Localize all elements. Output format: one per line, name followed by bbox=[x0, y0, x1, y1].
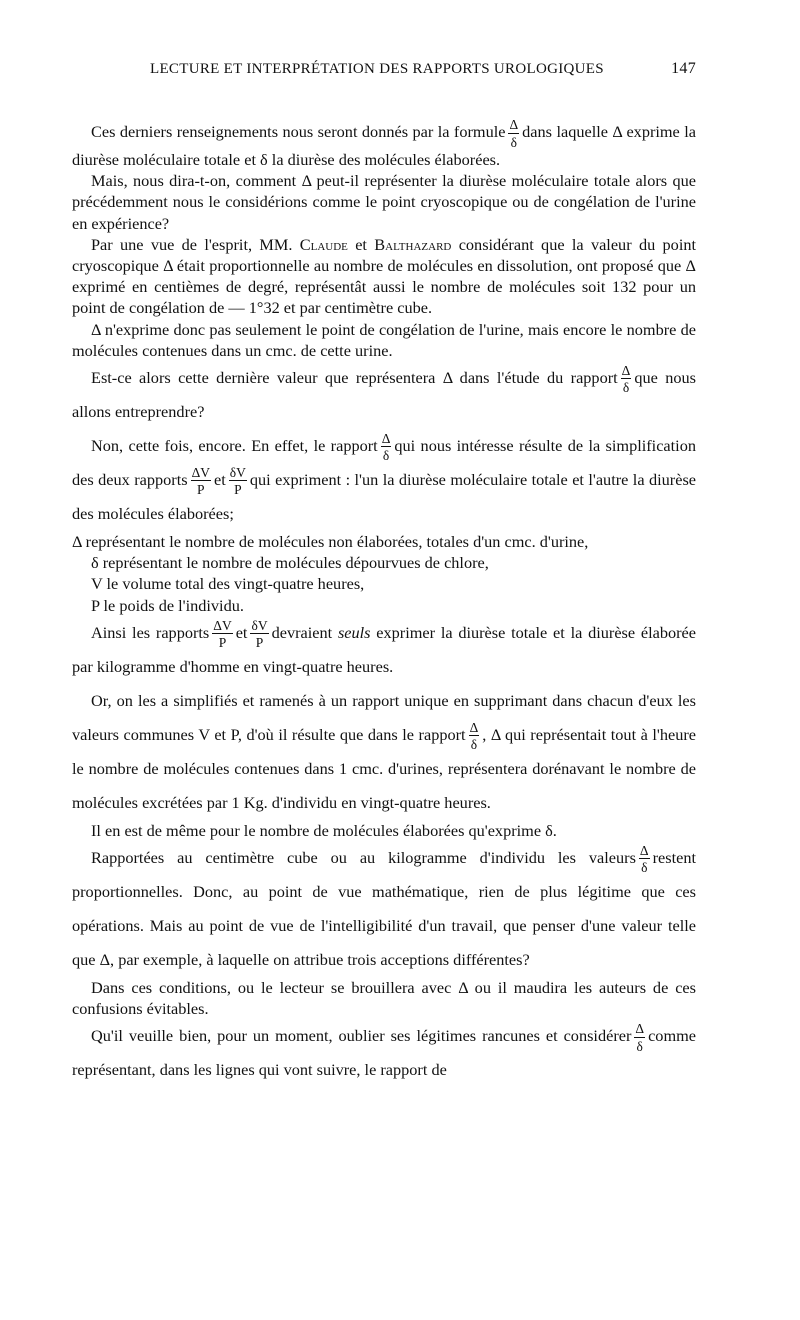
author-name: Claude bbox=[299, 234, 348, 254]
paragraph-same: Il en est de même pour le nombre de molécules élaborées qu'exprime δ. bbox=[91, 820, 557, 840]
fraction-delta-over-delta: $\frac{\Delta}{\delta}$ bbox=[381, 430, 391, 464]
definition-line: Δ représentant le nombre de molécules non élaborées, totales d'un cmc. d'urine, bbox=[72, 532, 589, 552]
fraction-delta-over-delta: $\frac{\Delta}{\delta}$ bbox=[639, 842, 649, 876]
page-header bbox=[72, 60, 696, 90]
paragraph-conditions: Dans ces conditions, ou le lecteur se brouillera avec Δ ou il maudira les auteurs de ces confusions évitables. bbox=[72, 978, 696, 1019]
fraction-delta-over-delta: $\frac{\Delta}{\delta}$ bbox=[635, 1021, 645, 1054]
paragraph-formula-intro: Ces derniers renseignements nous seront donnés par la formule $\frac{\Delta}{\delta}$ dans laquelle Δ exprime la diurèse moléculaire totale et δ la diurèse des molécules élaborées. bbox=[72, 117, 696, 169]
fraction-delta-over-delta: $\frac{\Delta}{\delta}$ bbox=[621, 362, 631, 396]
paragraph-proportional: Rapportées au centimètre cube ou au kilogramme d'individu les valeurs $\frac{\Delta}{\delta}$ restent proportionnelles. Donc, au point de vue mathématique, rien de plus légitime que ces opérations. Mais au point de vue de l'intelligibilité d'un travail, que penser d'une valeur telle que Δ, par exemple, à laquelle on attribue trois acceptions différentes? bbox=[72, 842, 696, 970]
book-page bbox=[72, 60, 696, 1087]
paragraph-delta-meaning: Δ n'exprime donc pas seulement le point de congélation de l'urine, mais encore le nombre de molécules contenues dans un cmc. de cette urine. bbox=[72, 319, 696, 360]
page-number: 147 bbox=[671, 60, 696, 77]
paragraph-final: Qu'il veuille bien, pour un moment, oublier ses légitimes rancunes et considérer $\frac{\Delta}{\delta}$ comme représentant, dans les lignes qui vont suivre, le rapport de bbox=[72, 1021, 696, 1080]
paragraph-objection: Mais, nous dira-t-on, comment Δ peut-il représenter la diurèse moléculaire totale alors que précédemment nous le considérions comme le point cryoscopique ou de congélation de l'urine en expérience? bbox=[72, 171, 696, 233]
author-name: Balthazard bbox=[374, 234, 452, 254]
fraction-small-delta-v-over-p: $\frac{\delta V}{P}$ bbox=[229, 464, 246, 498]
fraction-delta-over-delta: $\frac{\Delta}{\delta}$ bbox=[469, 719, 479, 753]
definition-line: V le volume total des vingt-quatre heures, bbox=[91, 574, 365, 594]
definition-line: δ représentant le nombre de molécules dépourvues de chlore, bbox=[91, 553, 489, 573]
paragraph-simplification: Non, cette fois, encore. En effet, le rapport $\frac{\Delta}{\delta}$ qui nous intéresse résulte de la simplification des deux rapports $\frac{\Delta V}{P}$ et $\frac{\delta V}{P}$ qui expriment : l'un la diurèse moléculaire totale et l'autre la diurèse des molécules élaborées; bbox=[72, 430, 696, 524]
paragraph-claude-balthazard: Par une vue de l'esprit, MM. Claude et Balthazard considérant que la valeur du point cryoscopique Δ était proportionnelle au nombre de molécules en dissolution, ont proposé que Δ exprimé en centièmes de degré, représentât aussi le nombre de molécules soit 132 pour un point de congélation de — 1°32 et par centimètre cube. bbox=[72, 234, 697, 318]
fraction-small-delta-v-over-p: $\frac{\delta V}{P}$ bbox=[251, 617, 268, 651]
body-text bbox=[72, 118, 696, 1087]
fraction-delta-v-over-p: $\frac{\Delta V}{P}$ bbox=[213, 617, 232, 651]
paragraph-simplified: Or, on les a simplifiés et ramenés à un rapport unique en supprimant dans chacun d'eux les valeurs communes V et P, d'où il résulte que dans le rapport $\frac{\Delta}{\delta}$ , Δ qui représentait tout à l'heure le nombre de molécules contenues dans 1 cmc. d'urines, représentera dorénavant le nombre de molécules excrétées par 1 Kg. d'individu en vingt-quatre heures. bbox=[72, 690, 696, 812]
definition-line: P le poids de l'individu. bbox=[91, 595, 244, 615]
fraction-delta-v-over-p: $\frac{\Delta V}{P}$ bbox=[191, 464, 211, 498]
fraction-delta-over-delta: $\frac{\Delta}{\delta}$ bbox=[509, 117, 519, 150]
paragraph-question: Est-ce alors cette dernière valeur que représentera Δ dans l'étude du rapport $\frac{\Delta}{\delta}$ que nous allons entreprendre? bbox=[72, 362, 696, 422]
running-title: LECTURE ET INTERPRÉTATION DES RAPPORTS UROLOGIQUES bbox=[150, 61, 604, 77]
paragraph-ratios: Ainsi les rapports $\frac{\Delta V}{P}$ et $\frac{\delta V}{P}$ devraient seuls exprimer la diurèse totale et la diurèse élaborée par kilogramme d'homme en vingt-quatre heures. bbox=[72, 617, 697, 676]
